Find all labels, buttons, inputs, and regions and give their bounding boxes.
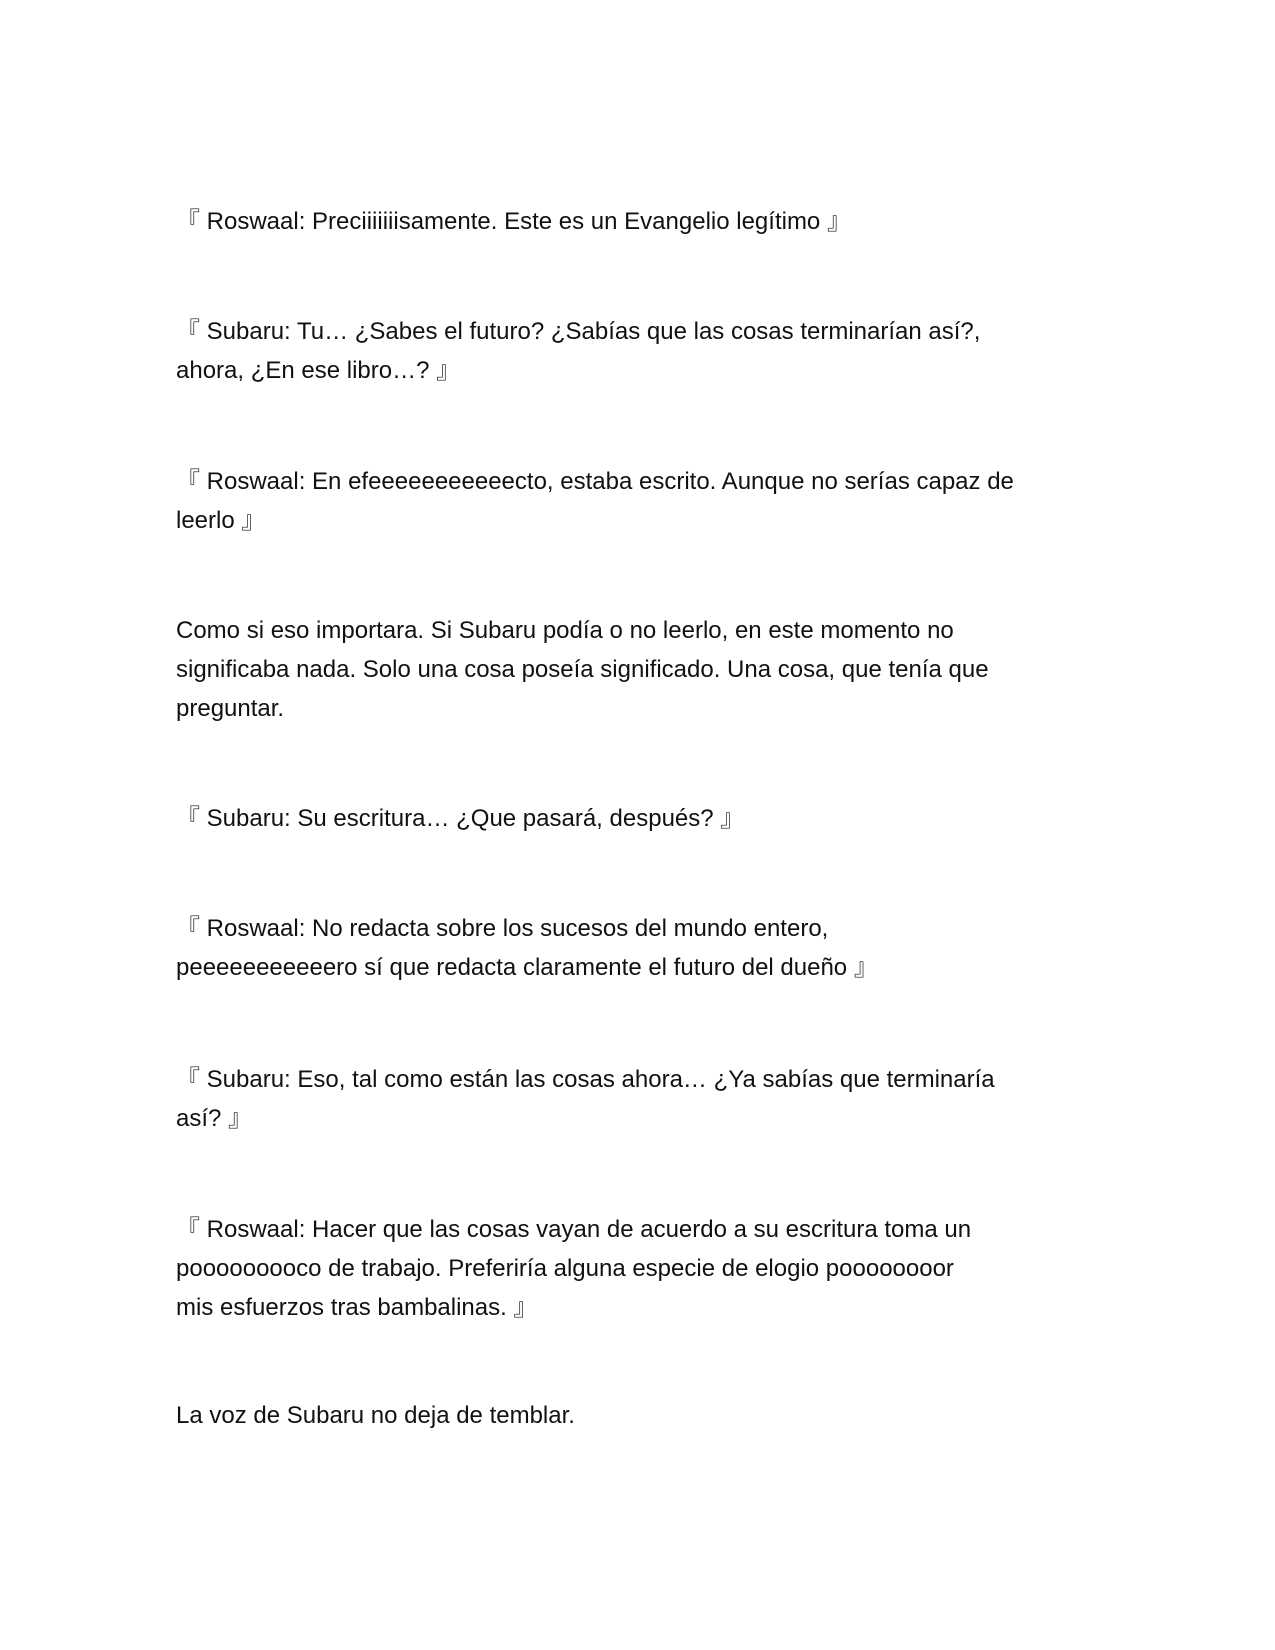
text-line: 『 Roswaal: Preciiiiiiisamente. Este es un Evangelio legítimo 』 (176, 208, 851, 235)
paragraph-roswaal-1 (176, 202, 1106, 241)
text-line: 『 Subaru: Tu… ¿Sabes el futuro? ¿Sabías que las cosas terminarían así?, (176, 318, 981, 345)
text-line: mis esfuerzos tras bambalinas. 』 (176, 1294, 538, 1321)
paragraph-subaru-2 (176, 799, 1106, 838)
text-line: significaba nada. Solo una cosa poseía significado. Una cosa, que tenía que (176, 656, 989, 683)
paragraph-roswaal-3 (176, 909, 1106, 987)
paragraph-narration-1 (176, 611, 1106, 728)
text-line: 『 Subaru: Su escritura… ¿Que pasará, después? 』 (176, 805, 745, 832)
paragraph-subaru-3 (176, 1060, 1106, 1138)
paragraph-roswaal-4 (176, 1210, 1106, 1327)
text-line: 『 Roswaal: No redacta sobre los sucesos del mundo entero, (176, 915, 829, 942)
text-line: La voz de Subaru no deja de temblar. (176, 1402, 575, 1429)
text-line: ahora, ¿En ese libro…? 』 (176, 357, 461, 384)
text-line: leerlo 』 (176, 507, 266, 534)
text-line: preguntar. (176, 695, 285, 722)
paragraph-roswaal-2 (176, 462, 1106, 540)
text-line: pooooooooco de trabajo. Preferiría alguna especie de elogio poooooooor (176, 1255, 954, 1282)
text-line: peeeeeeeeeeero sí que redacta claramente el futuro del dueño 』 (176, 954, 878, 981)
text-line: Como si eso importara. Si Subaru podía o no leerlo, en este momento no (176, 617, 954, 644)
paragraph-subaru-1 (176, 312, 1106, 390)
text-line: 『 Subaru: Eso, tal como están las cosas ahora… ¿Ya sabías que terminaría (176, 1066, 995, 1093)
text-line: así? 』 (176, 1105, 253, 1132)
text-line: 『 Roswaal: Hacer que las cosas vayan de acuerdo a su escritura toma un (176, 1216, 972, 1243)
paragraph-narration-2 (176, 1396, 1106, 1435)
text-line: 『 Roswaal: En efeeeeeeeeeeecto, estaba escrito. Aunque no serías capaz de (176, 468, 1014, 495)
